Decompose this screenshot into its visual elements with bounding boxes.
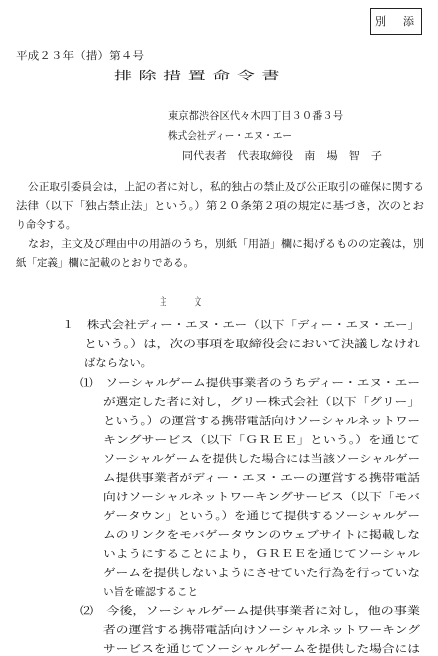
sub-item-1-line: ム提供事業者がディー・エヌ・エーの運営する携帯電話 bbox=[103, 472, 420, 484]
preamble-line: 法律（以下「独占禁止法」という。）第２０条第２項の規定に基づき，次のとお bbox=[16, 200, 424, 212]
attachment-stamp: 別 添 bbox=[370, 8, 422, 35]
recipient-address: 東京都渋谷区代々木四丁目３０番３号 bbox=[168, 110, 343, 122]
main-heading: 主 文 bbox=[160, 296, 212, 308]
sub-item-1-line: という。）の運営する携帯電話向けソーシャルネットワー bbox=[103, 415, 420, 427]
recipient-representative: 同代表者 代表取締役 南 場 智 子 bbox=[182, 150, 382, 162]
sub-item-1-line: ゲームを提供しないようにさせていた行為を行っていな bbox=[103, 567, 420, 579]
sub-item-1-line: が選定した者に対し，グリー株式会社（以下「グリー」 bbox=[103, 396, 420, 408]
preamble-line: り命令する。 bbox=[16, 219, 76, 231]
sub-item-1-line: ムのリンクをモバゲータウンのウェブサイトに掲載しな bbox=[103, 529, 420, 541]
sub-item-1-line: い旨を確認すること bbox=[103, 586, 198, 598]
sub-item-1-line: 向けソーシャルネットワーキングサービス（以下「モバ bbox=[103, 491, 420, 503]
document-title: 排除措置命令書 bbox=[114, 69, 286, 82]
preamble-line: 公正取引委員会は，上記の者に対し，私的独占の禁止及び公正取引の確保に関する bbox=[28, 181, 424, 193]
sub-item-1-line: いようにすることにより，ＧＲＥＥを通じてソーシャル bbox=[103, 548, 420, 560]
item-1-line: １ 株式会社ディー・エヌ・エー（以下「ディー・エヌ・エー」 bbox=[62, 319, 420, 331]
preamble-line: なお，主文及び理由中の用語のうち，別紙「用語」欄に掲げるものの定義は，別 bbox=[28, 238, 425, 250]
sub-item-1-line: キングサービス（以下「ＧＲＥＥ」という。）を通じて bbox=[103, 434, 420, 446]
sub-item-2-line: ⑵ 今後，ソーシャルゲーム提供事業者に対し，他の事業 bbox=[80, 605, 420, 617]
sub-item-1-line: ⑴ ソーシャルゲーム提供事業者のうちディー・エヌ・エー bbox=[80, 377, 420, 389]
item-1-line: という。）は，次の事項を取締役会において決議しなけれ bbox=[84, 338, 420, 350]
sub-item-2-line: サービスを通じてソーシャルゲームを提供した場合には bbox=[103, 643, 420, 655]
recipient-company: 株式会社ディー・エヌ・エー bbox=[168, 130, 292, 142]
sub-item-1-line: ソーシャルゲームを提供した場合には当該ソーシャルゲー bbox=[103, 453, 420, 465]
case-number: 平成２３年（措）第４号 bbox=[16, 50, 144, 62]
sub-item-2-line: 者の運営する携帯電話向けソーシャルネットワーキング bbox=[103, 624, 420, 636]
item-1-line: ばならない。 bbox=[84, 357, 152, 369]
preamble-line: 紙「定義」欄に記載のとおりである。 bbox=[16, 257, 194, 269]
sub-item-1-line: ゲータウン」という。）を通じて提供するソーシャルゲー bbox=[103, 510, 420, 522]
